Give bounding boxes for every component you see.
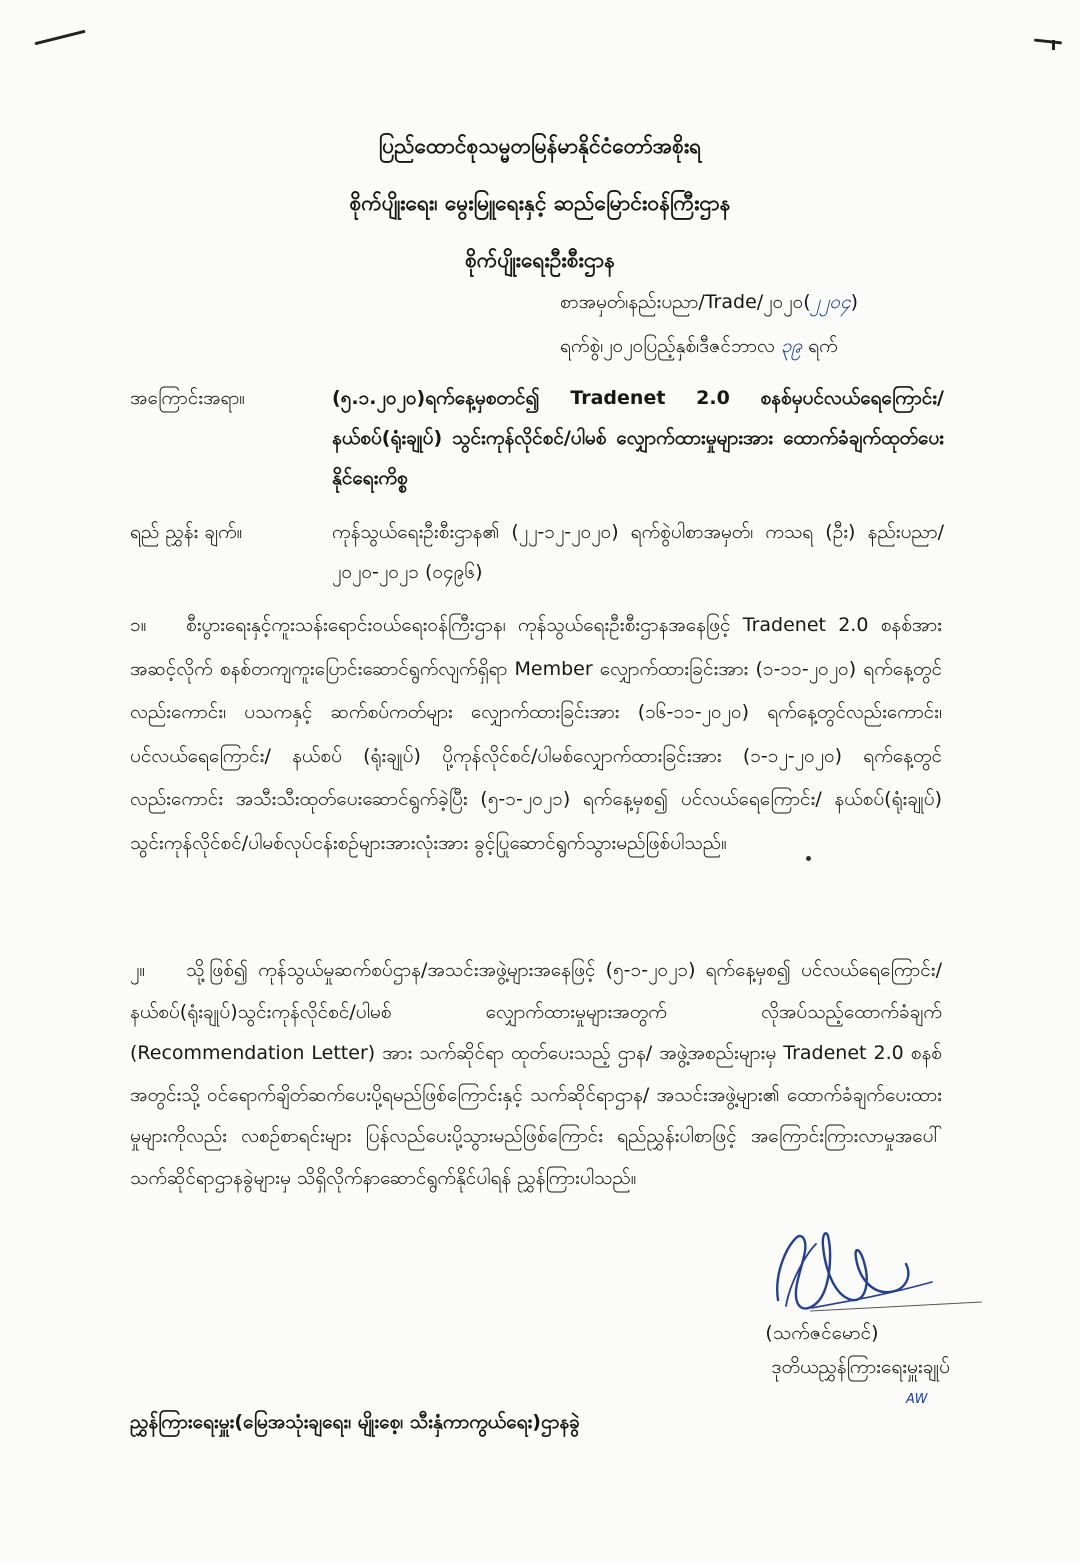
paragraph-2-text: သို့ဖြစ်၍ ကုန်သွယ်မှုဆက်စပ်ဌာန/အသင်းအဖွဲ့များအနေဖြင့် (၅-၁-၂၀၂၁) ရက်နေ့မှစ၍ ပင်လယ်ရေကြောင်း/နယ်စပ်(ရုံးချုပ်)သွင်းကုန်လိုင်စင်/ပါမစ် လျှောက်ထားမှုများအတွက် လိုအပ်သည့်ထောက်ခံချက် (Recommendation Letter) အား သက်ဆိုင်ရာ ထုတ်ပေးသည့် ဌာန/ အဖွဲ့အစည်းများမှ Tradenet 2.0 စနစ်အတွင်းသို့ ဝင်ရောက်ချိတ်ဆက်ပေးပို့ရမည်ဖြစ်ကြောင်းနှင့် သက်ဆိုင်ရာဌာန/ အသင်းအဖွဲ့များ၏ ထောက်ခံချက်ပေးထားမှုများကိုလည်း လစဉ်စာရင်းများ ပြန်လည်ပေးပို့သွားမည်ဖြစ်ကြောင်း ရည်ညွှန်းပါစာဖြင့် အကြောင်းကြားလာမှုအပေါ် သက်ဆိုင်ရာဌာနခွဲများမှ သိရှိလိုက်နာဆောင်ရွက်နိုင်ပါရန် ညွှန်ကြားပါသည်။ [130,959,942,1189]
reference-text: ကုန်သွယ်ရေးဦးစီးဌာန၏ (၂၂-၁၂-၂၀၂၀) ရက်စွဲပါစာအမှတ်၊ ကသရ (ဦး) နည်းပညာ/ ၂၀၂၀-၂၀၂၁ (၀၄၉၆) [332,521,944,583]
letter-date: ရက်စွဲ၊၂၀၂၀ပြည့်နှစ်၊ဒီဇင်ဘာလ ၃၉ ရက် [560,335,838,357]
letterhead-ministry: စိုက်ပျိုးရေး၊ မွေးမြူရေးနှင့် ဆည်မြောင်းဝန်ကြီးဌာန [349,191,731,215]
handwritten-day: ၃၉ [780,335,803,357]
scan-mark-right [1034,39,1062,45]
paragraph-1 [130,604,942,865]
signature-image [756,1222,946,1328]
reference-label: ရည် ညွှန်း ချက်။ [130,521,243,543]
scan-mark-left [34,30,85,45]
scan-mark-right-tick [1052,40,1055,50]
paragraph-2-number: ၂။ [130,959,146,981]
reference-row [130,512,942,594]
letterhead [0,118,1080,289]
letter-number: စာအမှတ်၊နည်းပညာ/Trade/၂၀၂၀(၂၂၀၄) [560,291,859,313]
paragraph-1-number: ၁။ [130,614,147,636]
letterhead-department: စိုက်ပျိုးရေးဦးစီးဌာန [464,248,616,272]
reference-block [560,280,940,368]
subject-row [130,378,942,498]
paragraph-1-text: စီးပွားရေးနှင့်ကူးသန်းရောင်းဝယ်ရေးဝန်ကြီးဌာန၊ ကုန်သွယ်ရေးဦးစီးဌာနအနေဖြင့် Tradenet 2.0 စနစ်အား အဆင့်လိုက် စနစ်တကျကူးပြောင်းဆောင်ရွက်လျက်ရှိရာ Member လျှောက်ထားခြင်းအား (၁-၁၁-၂၀၂၀) ရက်နေ့တွင်လည်းကောင်း၊ ပသကနှင့် ဆက်စပ်ကတ်များ လျှောက်ထားခြင်းအား (၁၆-၁၁-၂၀၂၀) ရက်နေ့တွင်လည်းကောင်း၊ ပင်လယ်ရေကြောင်း/ နယ်စပ် (ရုံးချုပ်) ပို့ကုန်လိုင်စင်/ပါမစ်လျှောက်ထားခြင်းအား (၁-၁၂-၂၀၂၀) ရက်နေ့တွင် လည်းကောင်း အသီးသီးထုတ်ပေးဆောင်ရွက်ခဲ့ပြီး (၅-၁-၂၀၂၁) ရက်နေ့မှစ၍ ပင်လယ်ရေကြောင်း/ နယ်စပ်(ရုံးချုပ်) သွင်းကုန်လိုင်စင်/ပါမစ်လုပ်ငန်းစဉ်များအားလုံးအား ခွင့်ပြုဆောင်ရွက်သွားမည်ဖြစ်ပါသည်။ [130,614,942,854]
signatory-name: (သက်ဇင်မောင်) [765,1322,879,1344]
subject-text: (၅.၁.၂၀၂၀)ရက်နေ့မှစတင်၍ Tradenet 2.0 စနစ်မှပင်လယ်ရေကြောင်း/ နယ်စပ်(ရုံးချုပ်) သွင်းကုန်လိုင်စင်/ပါမစ် လျှောက်ထားမှုများအား ထောက်ခံချက်ထုတ်ပေးနိုင်ရေးကိစ္စ [332,387,944,489]
subject-label: အကြောင်းအရာ။ [130,387,246,409]
addressee-division: ညွှန်ကြားရေးမှူး(မြေအသုံးချရေး၊ မျိုးစေ့၊ သီးနှံကာကွယ်ရေး)ဌာနခွဲ [130,1411,580,1433]
letterhead-government: ပြည်ထောင်စုသမ္မတမြန်မာနိုင်ငံတော်အစိုးရ [378,134,702,158]
paragraph-2 [130,950,942,1199]
handwritten-initials: AW [906,1392,928,1407]
signatory-title: ဒုတိယညွှန်ကြားရေးမှူးချုပ် [771,1356,950,1378]
handwritten-letter-number: ၂၂၀၄ [810,291,851,313]
